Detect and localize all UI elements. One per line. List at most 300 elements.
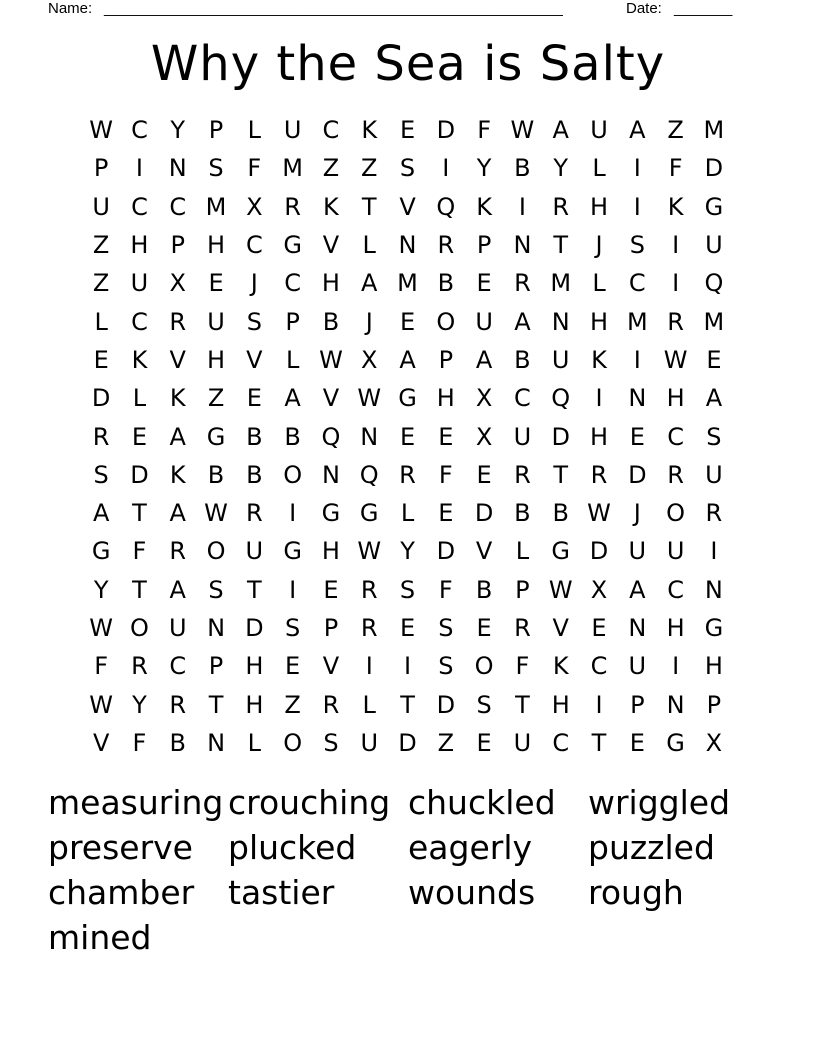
grid-letter: U — [283, 116, 302, 145]
word-bank-item: plucked — [228, 828, 357, 867]
grid-letter: J — [365, 307, 373, 336]
grid-letter: U — [705, 460, 723, 489]
grid-letter: S — [285, 614, 301, 642]
grid-letter: E — [399, 614, 416, 642]
letter-grid — [82, 111, 733, 762]
grid-letter: G — [283, 231, 302, 260]
grid-letter: R — [667, 460, 684, 489]
grid-letter: B — [437, 269, 455, 298]
grid-letter: I — [403, 652, 412, 681]
grid-letter: W — [89, 116, 114, 145]
grid-letter: L — [247, 728, 262, 757]
grid-letter: M — [626, 307, 648, 336]
grid-letter: G — [206, 422, 226, 451]
grid-letter: T — [361, 192, 377, 221]
grid-letter: F — [438, 575, 453, 604]
grid-letter: P — [93, 154, 109, 183]
grid-letter: A — [475, 345, 493, 374]
grid-letter: M — [205, 192, 227, 221]
grid-letter: G — [398, 384, 417, 413]
grid-letter: Z — [207, 384, 225, 413]
grid-letter: U — [207, 307, 225, 336]
grid-letter: I — [289, 575, 297, 604]
grid-letter: U — [513, 728, 532, 757]
grid-letter: D — [398, 728, 417, 757]
grid-letter: I — [135, 154, 143, 183]
grid-letter: S — [399, 154, 416, 183]
grid-letter: Z — [361, 154, 378, 183]
grid-letter: X — [705, 728, 723, 757]
grid-letter: R — [667, 307, 684, 336]
grid-letter: A — [629, 575, 646, 604]
date-label: Date: — [626, 0, 662, 17]
word-bank-item: chamber — [48, 873, 195, 912]
grid-letter: P — [438, 345, 454, 374]
grid-letter: C — [667, 575, 684, 604]
grid-letter: E — [476, 269, 492, 298]
name-blank-line: _______________________________________________________ — [104, 0, 563, 17]
grid-letter: E — [399, 307, 416, 336]
grid-letter: N — [666, 690, 685, 719]
grid-letter: F — [247, 154, 262, 183]
grid-letter: G — [551, 537, 571, 566]
grid-letter: H — [130, 231, 149, 260]
grid-letter: N — [207, 614, 226, 642]
grid-letter: E — [285, 652, 301, 681]
grid-letter: K — [552, 652, 569, 681]
grid-letter: Q — [436, 192, 456, 221]
grid-letter: G — [321, 499, 341, 528]
grid-letter: H — [551, 690, 570, 719]
grid-letter: R — [399, 460, 416, 489]
grid-letter: R — [131, 652, 148, 681]
grid-letter: P — [208, 116, 224, 145]
grid-letter: D — [474, 499, 494, 528]
grid-letter: Z — [284, 690, 301, 719]
grid-letter: O — [666, 499, 686, 528]
grid-letter: P — [476, 231, 492, 260]
grid-letter: E — [476, 728, 492, 757]
word-bank-item: measuring — [48, 783, 224, 822]
word-bank-item: puzzled — [588, 828, 715, 867]
grid-letter: J — [595, 231, 603, 260]
grid-letter: F — [515, 652, 530, 681]
grid-letter: H — [704, 652, 723, 681]
grid-letter: T — [208, 690, 224, 719]
grid-letter: A — [361, 269, 378, 298]
grid-letter: U — [705, 231, 723, 260]
grid-letter: H — [589, 192, 609, 221]
grid-letter: W — [204, 499, 228, 528]
grid-letter: B — [514, 154, 531, 183]
grid-letter: J — [633, 499, 641, 528]
grid-letter: P — [706, 690, 722, 719]
grid-letter: D — [245, 614, 264, 642]
grid-letter: K — [169, 460, 186, 489]
grid-letter: Q — [704, 269, 724, 298]
grid-letter: B — [322, 307, 340, 336]
grid-letter: L — [592, 154, 606, 183]
grid-letter: Z — [437, 728, 455, 757]
grid-letter: R — [514, 614, 531, 642]
grid-letter: B — [514, 345, 531, 374]
grid-letter: B — [552, 499, 569, 528]
grid-letter: N — [513, 231, 532, 260]
grid-letter: C — [628, 269, 646, 298]
grid-letter: W — [663, 345, 688, 374]
grid-letter: R — [705, 499, 723, 528]
grid-letter: L — [132, 384, 147, 413]
grid-letter: W — [357, 537, 382, 566]
grid-letter: X — [590, 575, 608, 604]
word-bank-item: wriggled — [588, 783, 731, 822]
grid-letter: E — [629, 728, 645, 757]
grid-letter: E — [323, 575, 339, 604]
grid-letter: C — [245, 231, 263, 260]
grid-letter: R — [169, 690, 187, 719]
grid-letter: R — [437, 231, 455, 260]
grid-letter: K — [323, 192, 339, 221]
grid-letter: H — [589, 422, 609, 451]
grid-letter: H — [436, 384, 455, 413]
grid-letter: R — [92, 422, 110, 451]
grid-letter: M — [282, 154, 303, 183]
grid-letter: Z — [322, 154, 340, 183]
grid-letter: Y — [93, 575, 109, 604]
grid-letter: U — [628, 537, 647, 566]
grid-letter: E — [591, 614, 607, 642]
grid-letter: A — [705, 384, 723, 413]
grid-letter: P — [285, 307, 300, 336]
grid-letter: B — [207, 460, 225, 489]
grid-letter: Q — [321, 422, 341, 451]
grid-letter: A — [399, 345, 416, 374]
grid-letter: R — [169, 307, 187, 336]
grid-letter: V — [169, 345, 186, 374]
grid-letter: G — [283, 537, 302, 566]
grid-letter: I — [710, 537, 718, 566]
grid-letter: A — [514, 307, 531, 336]
grid-letter: H — [321, 269, 340, 298]
grid-letter: M — [550, 269, 572, 298]
grid-letter: D — [589, 537, 609, 566]
grid-letter: F — [668, 154, 683, 183]
grid-letter: Z — [92, 269, 110, 298]
grid-letter: H — [666, 384, 685, 413]
grid-letter: I — [595, 384, 603, 413]
grid-letter: B — [169, 728, 186, 757]
grid-letter: H — [589, 307, 609, 336]
grid-letter: U — [92, 192, 110, 221]
grid-letter: V — [322, 384, 340, 413]
page-title: Why the Sea is Salty — [150, 36, 666, 92]
grid-letter: F — [132, 728, 147, 757]
grid-letter: R — [284, 192, 301, 221]
grid-letter: V — [246, 345, 263, 374]
grid-letter: S — [476, 690, 492, 719]
word-bank-item: preserve — [48, 828, 193, 867]
grid-letter: K — [361, 116, 378, 145]
grid-letter: U — [168, 614, 187, 642]
grid-letter: N — [628, 614, 647, 642]
grid-letter: W — [587, 499, 611, 528]
grid-letter: R — [552, 192, 570, 221]
grid-letter: O — [474, 652, 494, 681]
word-bank-item: chuckled — [408, 783, 556, 822]
grid-letter: L — [592, 269, 606, 298]
grid-letter: D — [436, 116, 456, 145]
grid-letter: T — [132, 499, 147, 528]
grid-letter: X — [475, 422, 493, 451]
grid-letter: S — [706, 422, 722, 451]
grid-letter: W — [89, 614, 114, 642]
grid-letter: I — [595, 690, 603, 719]
grid-letter: O — [436, 307, 456, 336]
grid-letter: E — [438, 499, 454, 528]
grid-letter: B — [284, 422, 301, 451]
grid-letter: O — [206, 537, 226, 566]
word-bank — [48, 780, 768, 960]
grid-letter: N — [168, 154, 187, 183]
grid-letter: U — [590, 116, 608, 145]
grid-letter: G — [91, 537, 111, 566]
grid-letter: C — [322, 116, 340, 145]
grid-letter: I — [289, 499, 297, 528]
grid-letter: W — [357, 384, 382, 413]
word-bank-item: crouching — [228, 783, 391, 822]
grid-letter: R — [245, 499, 263, 528]
grid-letter: I — [633, 154, 641, 183]
grid-letter: C — [514, 384, 531, 413]
grid-letter: M — [703, 307, 725, 336]
grid-letter: H — [207, 345, 226, 374]
grid-letter: S — [438, 614, 454, 642]
grid-letter: I — [672, 269, 680, 298]
grid-letter: U — [245, 537, 264, 566]
grid-letter: D — [704, 154, 724, 183]
grid-letter: G — [666, 728, 685, 757]
grid-letter: D — [436, 537, 456, 566]
grid-letter: I — [633, 192, 641, 221]
grid-letter: E — [131, 422, 148, 451]
grid-letter: O — [130, 614, 149, 642]
grid-letter: E — [476, 614, 492, 642]
grid-letter: A — [169, 422, 186, 451]
grid-letter: R — [360, 614, 378, 642]
grid-letter: N — [704, 575, 723, 604]
grid-letter: T — [515, 690, 530, 719]
grid-letter: R — [169, 537, 187, 566]
grid-letter: S — [629, 231, 645, 260]
grid-letter: L — [362, 690, 376, 719]
grid-letter: G — [704, 614, 724, 642]
grid-letter: S — [208, 575, 224, 604]
grid-letter: E — [706, 345, 722, 374]
grid-letter: X — [361, 345, 378, 374]
grid-letter: S — [438, 652, 454, 681]
grid-letter: B — [246, 460, 263, 489]
grid-letter: E — [438, 422, 454, 451]
grid-letter: W — [89, 690, 114, 719]
grid-letter: S — [208, 154, 224, 183]
word-bank-item: eagerly — [408, 828, 533, 867]
grid-letter: K — [169, 384, 186, 413]
grid-letter: T — [553, 460, 569, 489]
grid-letter: X — [246, 192, 263, 221]
grid-letter: V — [399, 192, 416, 221]
grid-letter: H — [666, 614, 685, 642]
grid-letter: T — [400, 690, 415, 719]
grid-letter: L — [247, 116, 262, 145]
grid-letter: X — [475, 384, 493, 413]
grid-letter: O — [283, 728, 303, 757]
grid-letter: Q — [551, 384, 571, 413]
grid-letter: I — [672, 652, 680, 681]
grid-letter: R — [514, 460, 531, 489]
grid-letter: F — [438, 460, 453, 489]
word-bank-item: tastier — [228, 873, 335, 912]
grid-letter: U — [513, 422, 532, 451]
grid-letter: K — [131, 345, 148, 374]
grid-letter: C — [284, 269, 302, 298]
grid-letter: A — [629, 116, 646, 145]
grid-letter: N — [551, 307, 570, 336]
grid-letter: F — [132, 537, 147, 566]
grid-letter: X — [169, 269, 186, 298]
grid-letter: U — [360, 728, 379, 757]
grid-letter: N — [628, 384, 647, 413]
grid-letter: N — [398, 231, 417, 260]
grid-letter: C — [131, 192, 148, 221]
grid-letter: S — [399, 575, 416, 604]
grid-letter: Y — [476, 154, 492, 183]
grid-letter: M — [397, 269, 418, 298]
grid-letter: D — [628, 460, 647, 489]
grid-letter: K — [591, 345, 607, 374]
grid-letter: U — [130, 269, 149, 298]
grid-letter: P — [170, 231, 185, 260]
grid-letter: T — [553, 231, 569, 260]
grid-letter: D — [91, 384, 111, 413]
grid-letter: Y — [400, 537, 415, 566]
grid-letter: G — [704, 192, 724, 221]
grid-letter: U — [551, 345, 570, 374]
grid-letter: F — [94, 652, 109, 681]
grid-letter: I — [672, 231, 680, 260]
grid-letter: W — [510, 116, 535, 145]
grid-letter: L — [515, 537, 530, 566]
grid-letter: D — [130, 460, 149, 489]
grid-letter: I — [442, 154, 450, 183]
grid-letter: P — [208, 652, 224, 681]
grid-letter: V — [322, 652, 340, 681]
grid-letter: H — [245, 652, 264, 681]
grid-letter: C — [131, 307, 148, 336]
date-blank-line: _______ — [674, 0, 733, 17]
grid-letter: C — [667, 422, 684, 451]
grid-letter: C — [552, 728, 570, 757]
grid-letter: K — [667, 192, 684, 221]
grid-letter: C — [590, 652, 608, 681]
grid-letter: U — [628, 652, 647, 681]
grid-letter: I — [365, 652, 373, 681]
grid-letter: A — [552, 116, 569, 145]
grid-letter: B — [514, 499, 531, 528]
grid-letter: L — [285, 345, 300, 374]
grid-letter: P — [630, 690, 645, 719]
grid-letter: W — [548, 575, 573, 604]
grid-letter: E — [246, 384, 262, 413]
grid-letter: H — [207, 231, 226, 260]
grid-letter: V — [475, 537, 493, 566]
grid-letter: C — [169, 192, 187, 221]
grid-letter: Z — [667, 116, 684, 145]
grid-letter: B — [246, 422, 263, 451]
grid-letter: C — [131, 116, 148, 145]
grid-letter: A — [169, 499, 186, 528]
grid-letter: C — [169, 652, 187, 681]
grid-letter: D — [436, 690, 456, 719]
grid-letter: T — [132, 575, 147, 604]
grid-letter: R — [322, 690, 340, 719]
word-bank-item: rough — [588, 873, 684, 912]
grid-letter: Y — [553, 154, 569, 183]
grid-letter: M — [703, 116, 725, 145]
grid-letter: E — [476, 460, 492, 489]
grid-letter: A — [284, 384, 301, 413]
grid-letter: Z — [92, 231, 110, 260]
grid-letter: S — [246, 307, 262, 336]
name-label: Name: — [48, 0, 93, 17]
grid-letter: B — [475, 575, 493, 604]
grid-letter: U — [475, 307, 493, 336]
grid-letter: P — [323, 614, 339, 642]
grid-letter: G — [359, 499, 379, 528]
grid-letter: E — [399, 116, 416, 145]
grid-letter: E — [208, 269, 224, 298]
grid-letter: L — [362, 231, 376, 260]
grid-letter: Q — [359, 460, 379, 489]
grid-letter: N — [321, 460, 340, 489]
grid-letter: L — [94, 307, 108, 336]
grid-letter: W — [319, 345, 343, 374]
grid-letter: E — [399, 422, 416, 451]
grid-letter: F — [477, 116, 492, 145]
grid-letter: U — [666, 537, 685, 566]
grid-letter: D — [551, 422, 570, 451]
grid-letter: S — [323, 728, 339, 757]
grid-letter: P — [515, 575, 530, 604]
grid-letter: Y — [132, 690, 147, 719]
grid-letter: V — [92, 728, 110, 757]
grid-letter: T — [591, 728, 607, 757]
grid-letter: H — [321, 537, 340, 566]
grid-letter: I — [633, 345, 641, 374]
grid-letter: Y — [170, 116, 186, 145]
grid-letter: A — [92, 499, 110, 528]
grid-letter: E — [629, 422, 645, 451]
grid-letter: S — [93, 460, 109, 489]
word-bank-item: wounds — [408, 873, 536, 912]
grid-letter: R — [514, 269, 531, 298]
grid-letter: L — [400, 499, 415, 528]
grid-letter: N — [360, 422, 379, 451]
grid-letter: V — [322, 231, 340, 260]
grid-letter: H — [245, 690, 264, 719]
grid-letter: N — [207, 728, 226, 757]
grid-letter: R — [590, 460, 608, 489]
grid-letter: T — [247, 575, 262, 604]
